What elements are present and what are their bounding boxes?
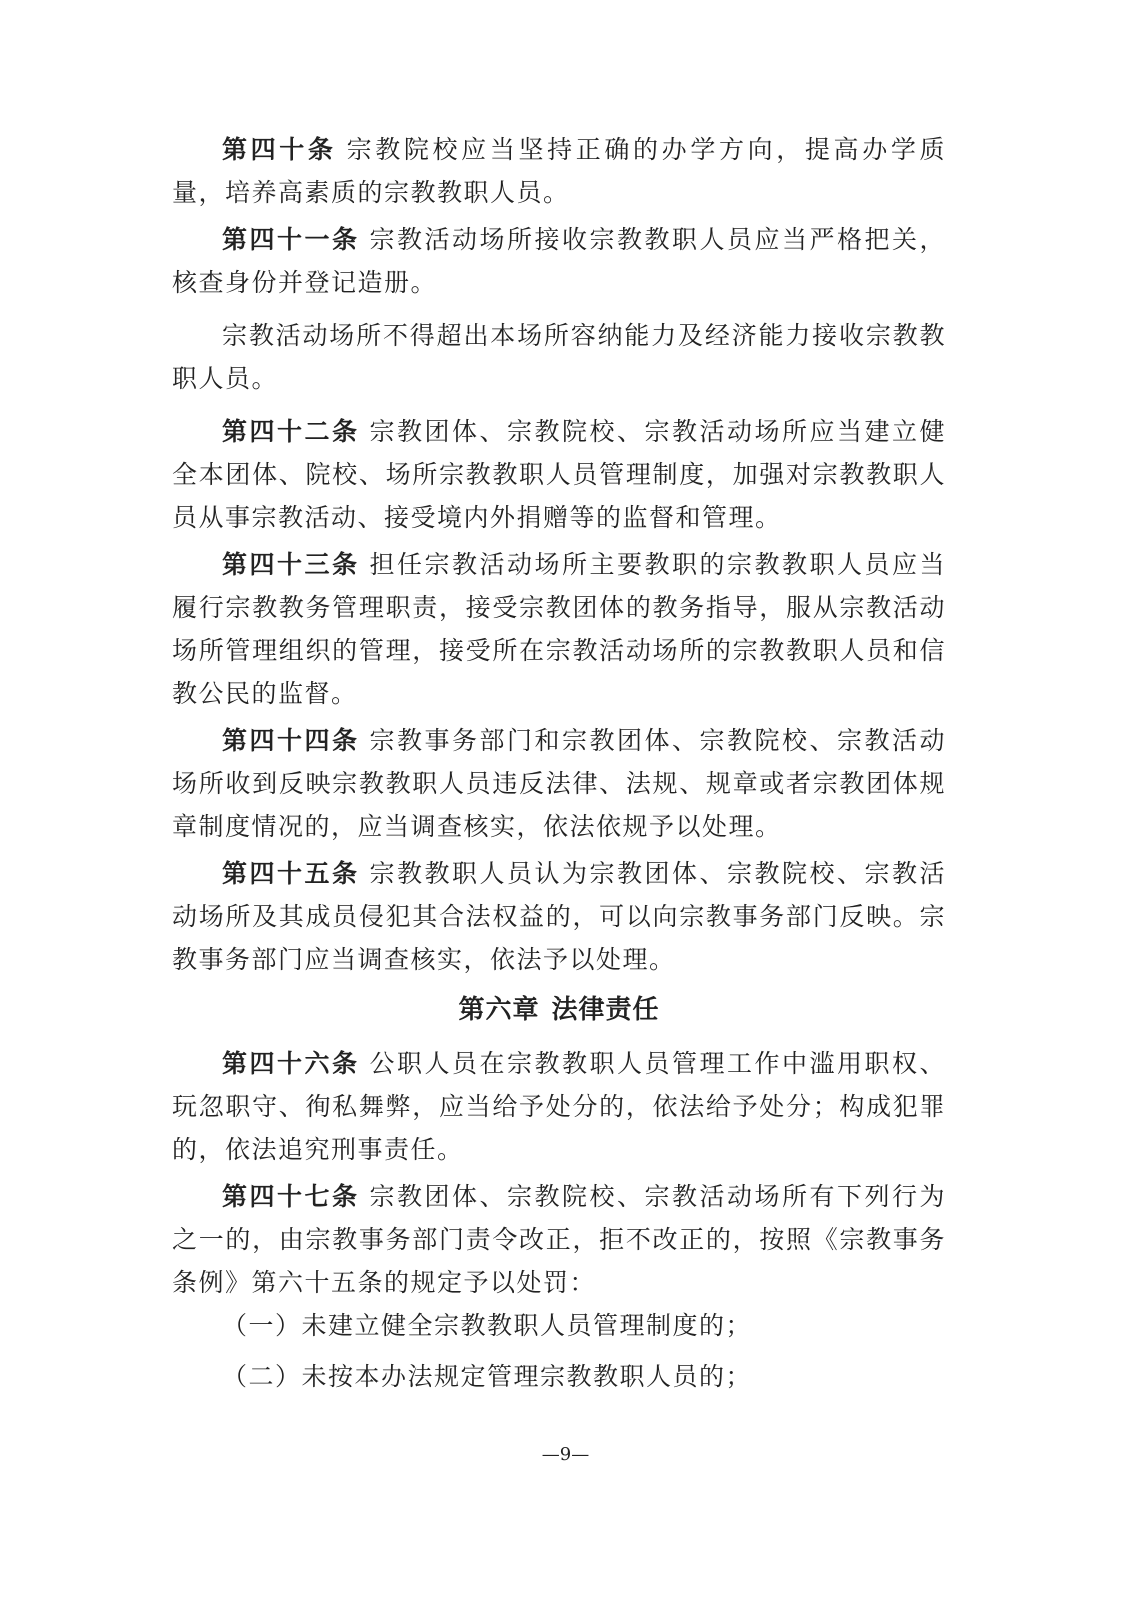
article-text: 担任宗教活动场所主要教职的宗教教职人员应当履行宗教教务管理职责，接受宗教团体的教务指导，服从宗教活动场所管理组织的管理，接受所在宗教活动场所的宗教教职人员和信教公民的监督。 [172,550,946,708]
article-41-paragraph-2 [172,314,946,400]
article-44 [172,719,946,848]
article-number: 第四十一条 [222,225,360,254]
article-number: 第四十四条 [222,726,360,755]
article-text: 宗教活动场所不得超出本场所容纳能力及经济能力接收宗教教职人员。 [172,321,946,393]
article-text: 宗教团体、宗教院校、宗教活动场所有下列行为之一的，由宗教事务部门责令改正，拒不改正的，按照《宗教事务条例》第六十五条的规定予以处罚： [172,1182,946,1297]
article-number: 第四十条 [222,135,337,164]
article-text: 宗教院校应当坚持正确的办学方向，提高办学质量，培养高素质的宗教教职人员。 [172,135,946,207]
article-number: 第四十五条 [222,859,360,888]
article-40 [172,128,946,214]
article-text: 宗教团体、宗教院校、宗教活动场所应当建立健全本团体、院校、场所宗教教职人员管理制度，加强对宗教教职人员从事宗教活动、接受境内外捐赠等的监督和管理。 [172,417,946,532]
article-text: 公职人员在宗教教职人员管理工作中滥用职权、玩忽职守、徇私舞弊，应当给予处分的，依法给予处分；构成犯罪的，依法追究刑事责任。 [172,1049,946,1164]
article-text: 宗教教职人员认为宗教团体、宗教院校、宗教活动场所及其成员侵犯其合法权益的，可以向宗教事务部门反映。宗教事务部门应当调查核实，依法予以处理。 [172,859,946,974]
list-item: （一）未建立健全宗教教职人员管理制度的； [222,1311,753,1340]
article-text: 宗教活动场所接收宗教教职人员应当严格把关，核查身份并登记造册。 [172,225,946,297]
article-number: 第四十六条 [222,1049,360,1078]
article-43 [172,543,946,715]
article-42 [172,410,946,539]
article-41 [172,218,946,304]
article-45 [172,852,946,981]
article-number: 第四十七条 [222,1182,360,1211]
chapter-title: 法律责任 [551,995,660,1025]
chapter-heading [172,989,946,1032]
article-47 [172,1175,946,1304]
article-number: 第四十三条 [222,550,360,579]
list-item: （二）未按本办法规定管理宗教教职人员的； [222,1362,753,1391]
article-number: 第四十二条 [222,417,360,446]
chapter-number: 第六章 [458,995,540,1025]
article-text: 宗教事务部门和宗教团体、宗教院校、宗教活动场所收到反映宗教教职人员违反法律、法规、规章或者宗教团体规章制度情况的，应当调查核实，依法依规予以处理。 [172,726,946,841]
article-46 [172,1042,946,1171]
document-body [172,128,946,1398]
page-number: —9— [541,1444,590,1465]
